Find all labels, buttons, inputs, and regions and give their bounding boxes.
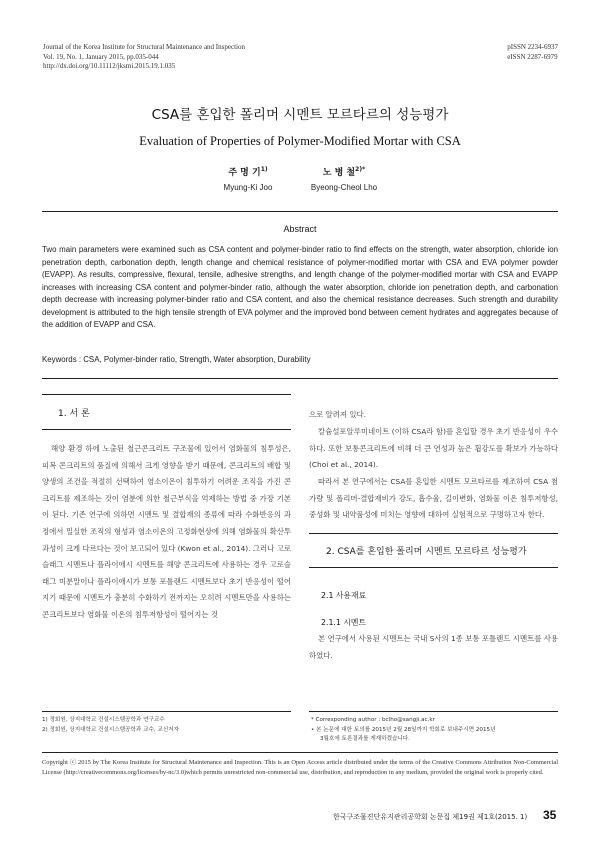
author-2-mark: 2)* — [355, 166, 366, 173]
journal-volume: Vol. 19, No. 1, January 2015, pp.035-044 — [43, 52, 159, 61]
journal-name: Journal of the Korea Institute for Structural Maintenance and Inspection — [43, 43, 245, 51]
pissn: pISSN 2234-6937 — [507, 43, 558, 51]
author-2-name-en: Byeong-Cheol Lho — [310, 183, 378, 192]
title-english: Evaluation of Properties of Polymer-Modified Mortar with CSA — [139, 134, 461, 148]
abstract-heading: Abstract — [283, 224, 317, 234]
abstract-bottom-rule — [42, 378, 558, 379]
section-2-title: 2. CSA를 혼입한 폴리머 시멘트 모르타르 성능평가 — [326, 547, 527, 557]
section-1-title: 1. 서 론 — [58, 409, 90, 419]
right-p2: 칼슘설포알루미네이트 (이하 CSA라 함)를 혼입할 경우 초기 반응성이 우수하다. 또한 보통콘크리트에 비해 더 큰 연성과 높은 휨강도를 확보가 가능하다 (Choi et al., 2014). — [309, 427, 558, 470]
journal-header — [43, 43, 245, 72]
footnotes-right — [311, 716, 558, 745]
section2-rule-bottom — [309, 567, 558, 568]
keywords-label: Keywords : — [42, 355, 82, 364]
right-p4: 본 연구에서 사용된 시멘트는 국내 S사의 1종 보통 포틀랜드 시멘트를 사용하였다. — [309, 634, 558, 660]
issn-block — [507, 43, 558, 62]
title-korean: CSA를 혼입한 폴리머 시멘트 모르타르의 성능평가 — [151, 107, 449, 123]
abstract-top-rule — [42, 211, 558, 212]
footer-journal: 한국구조물진단유지관리공학회 논문집 제19권 제1호(2015. 1) — [333, 813, 528, 821]
discussion-note-2: 3월호에 토론결과를 게재하겠습니다. — [320, 736, 410, 742]
keywords-list: CSA, Polymer-binder ratio, Strength, Water absorption, Durability — [83, 355, 311, 364]
eissn: eISSN 2287-6979 — [507, 52, 558, 61]
section1-rule-bottom — [42, 429, 291, 430]
author-1-name-ko: 주 명 기 — [228, 168, 261, 178]
subsection-2-1: 2.1 사용재료 — [321, 591, 367, 600]
author-1 — [218, 165, 278, 192]
footnote-rule-left — [42, 711, 291, 712]
abstract-text: Two main parameters were examined such as CSA content and polymer-binder ratio to find effects on the strength, water absorption, chloride ion penetration depth, carbonation depth, length change and chemical resistance of polymer-modified mortar with CSA and EVA polymer powder (EVAPP). As results, compressive, flexural, tensile, adhesive strengths, and length change of the polymer-modified mortar with CSA and EVAPP increases with increasing CSA content and polymer-binder ratio, although the water absorption, chloride ion penetration depth, and carbonation depth decrease with increasing polymer-binder ratio and CSA content, and also the chemical resistance decreases. Such strength and durability development is attributed to the high tensile strength of EVA polymer and the improved bond between cement hydrates and aggregates because of the addition of EVAPP and CSA. — [42, 245, 558, 329]
discussion-note-1: • 본 논문에 대한 토의를 2015년 2월 28일까지 학회로 보내주시면 2015년 — [311, 726, 496, 733]
copyright-notice: Copyright ⓒ 2015 by The Korea Institute for Structural Maintenance and Inspection. This is an Open Access article distributed under the terms of the Creative Commons Attribution Non-Commercial License (http://creativecommons.org/licenses/by-nc/3.0)which permits unrestricted non-commercial use, distribution, and reproduction in any medium, provided the original work is properly cited. — [42, 759, 558, 776]
footnote-rule-right — [309, 711, 558, 712]
footnote-2: 2) 정회원, 상지대학교 건설시스템공학과 교수, 교신저자 — [42, 726, 180, 733]
intro-paragraph: 해양 환경 하에 노출된 철근콘크리트 구조물에 있어서 염화물의 침투성은, 피복 콘크리트의 품질에 의해서 크게 영향을 받기 때문에, 콘크리트의 배합 및 양생의 조건을 적절히 선택하여 염소이온이 침투하기 어려운 조직을 가진 콘크리트를 제조하는 것이 염분에 의한 철근부식을 억제하는 방법 중 가장 기본이 된다. 기존 연구에 의하면 시멘트 및 결합재의 종류에 따라 수화반응의 과정에서 밀실한 조직의 형성과 염소이온의 고정화현상에 의해 염화물의 확산투과성이 크게 다르다는 것이 보고되어 있다 (Kwon et al., 2014). 그러나 고로슬래그 시멘트나 플라이애시 시멘트를 해양 콘크리트에 사용하는 경우 고로슬래그 미분말이나 플라이애시가 보통 포틀랜드 시멘트보다 초기 반응성이 떨어지기 때문에 시멘트가 충분히 수화하기 전까지는 오히려 시멘트만을 사용하는 콘크리트보다 염화물 이온의 침투저항성이 떨어지는 것 — [42, 444, 291, 619]
page-number: 35 — [543, 808, 557, 822]
right-p3: 따라서 본 연구에서는 CSA를 혼입한 시멘트 모르타르를 제조하여 CSA 첨가량 및 폴리머-결합재비가 강도, 흡수율, 길이변화, 염화물 이온 침투저항성, 중성화 및 내약품성에 미치는 영향에 대하여 실험적으로 구명하고자 한다. — [309, 477, 558, 520]
footnote-1: 1) 정회원, 상지대학교 건설시스템공학과 연구교수 — [42, 717, 165, 723]
doi-link[interactable]: http://dx.doi.org/10.11112/jksmi.2015.19.1.035 — [43, 62, 176, 70]
section2-rule-top — [309, 533, 558, 534]
footnotes-left — [42, 716, 291, 735]
subsection-2-1-1: 2.1.1 시멘트 — [321, 618, 366, 627]
right-p1: 으로 알려져 있다. — [309, 410, 367, 419]
author-1-mark: 1) — [260, 166, 268, 173]
corresponding-author: * Corresponding author : bclho@sangji.ac.kr — [311, 717, 435, 723]
author-2 — [302, 165, 386, 192]
section1-rule-top — [42, 394, 291, 395]
author-2-name-ko: 노 병 철 — [322, 168, 356, 178]
keywords — [42, 355, 558, 364]
copyright-rule — [42, 752, 558, 753]
author-1-name-en: Myung-Ki Joo — [223, 183, 273, 192]
